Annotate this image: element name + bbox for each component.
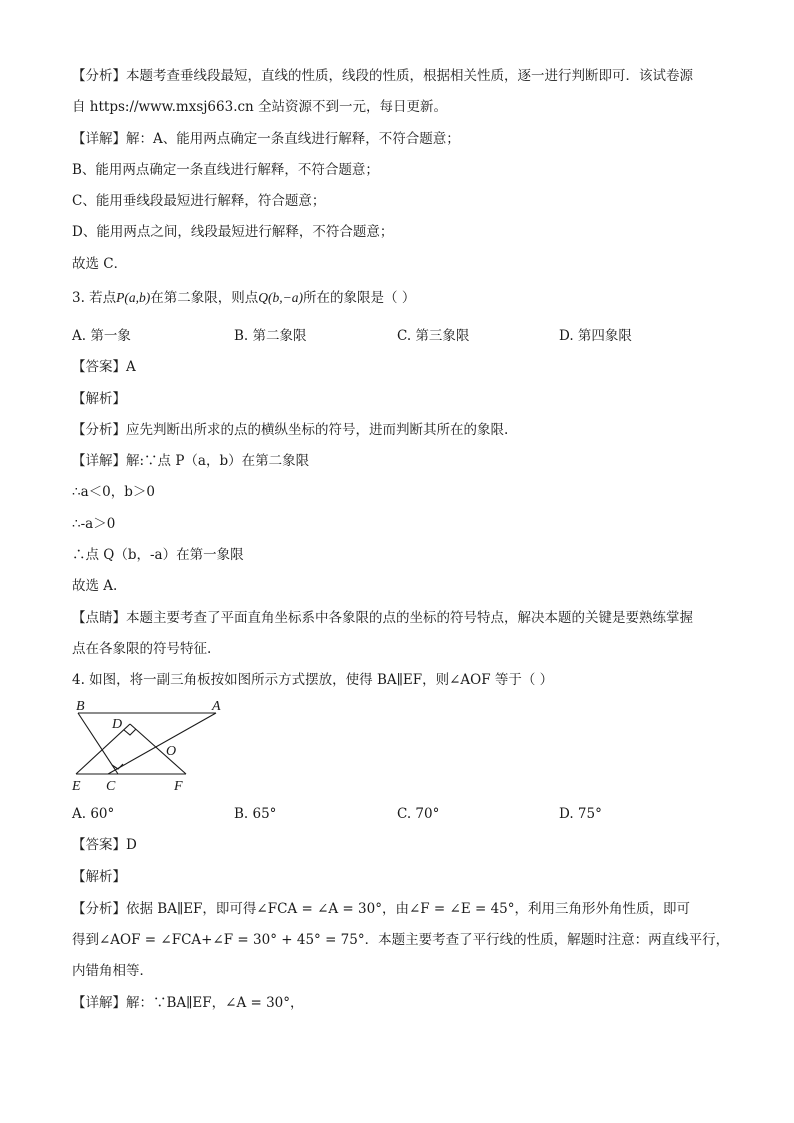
question-3-stem — [72, 288, 415, 308]
label-f: F — [174, 779, 183, 794]
right-angle-d — [124, 729, 136, 735]
label-a: A — [212, 699, 221, 714]
line-ac — [108, 713, 216, 774]
label-o: O — [166, 744, 177, 759]
q4-analysis-2: 得到∠AOF = ∠FCA+∠F = 30° + 45° = 75°．本题主要考查了平行线的性质，解题时注意：两直线平行， — [72, 932, 730, 948]
q4-detail-1: 【详解】解：∵BA∥EF，∠A = 30°， — [72, 995, 304, 1011]
q4-option-c: C. 70° — [397, 806, 440, 822]
detail-option-b: B、能用两点确定一条直线进行解释，不符合题意； — [72, 162, 379, 178]
q4-answer: 【答案】D — [72, 837, 137, 853]
detail-intro: 【详解】解：A、能用两点确定一条直线进行解释，不符合题意； — [72, 131, 460, 147]
q3-choose: 故选 A. — [72, 578, 118, 594]
triangle-set-figure — [68, 697, 238, 797]
q4-analysis-1: 【分析】依据 BA∥EF，即可得∠FCA = ∠A = 30°，由∠F = ∠E = 45°，利用三角形外角性质，即可 — [72, 901, 691, 917]
q3-jiexi: 【解析】 — [72, 391, 126, 407]
q4-analysis-3: 内错角相等． — [72, 963, 153, 979]
q3-option-d: D. 第四象限 — [559, 328, 632, 344]
q3-option-c: C. 第三象限 — [397, 328, 470, 344]
question-4-stem: 4. 如图，将一副三角板按如图所示方式摆放，使得 BA∥EF，则∠AOF 等于（ ） — [72, 672, 554, 688]
label-c: C — [106, 779, 116, 794]
choose-c: 故选 C． — [72, 256, 128, 272]
q3-comment-2: 点在各象限的符号特征. — [72, 641, 212, 657]
q3-stem-pre: 3. 若点 — [72, 290, 117, 306]
q3-detail-2: ∴a＜0，b＞0 — [72, 484, 155, 500]
q3-detail-4: ∴点 Q（b，-a）在第一象限 — [72, 547, 244, 563]
q4-option-a: A. 60° — [72, 806, 115, 822]
analysis-line-1: 【分析】本题考查垂线段最短，直线的性质，线段的性质，根据相关性质，逐一进行判断即可．该试卷源 — [72, 68, 693, 84]
detail-option-d: D、能用两点之间，线段最短进行解释，不符合题意； — [72, 224, 394, 240]
q3-point-p: P(a,b) — [116, 290, 151, 305]
q3-option-a: A. 第一象 — [72, 328, 131, 344]
q3-detail-1: 【详解】解:∵点 P（a，b）在第二象限 — [72, 453, 310, 469]
label-b: B — [76, 699, 85, 714]
q3-stem-mid: 在第二象限，则点 — [150, 290, 259, 306]
line-df — [130, 724, 186, 774]
q3-stem-post: 所在的象限是（ ） — [303, 290, 416, 306]
q3-comment-1: 【点睛】本题主要考查了平面直角坐标系中各象限的点的坐标的符号特点，解决本题的关键是要熟练掌握 — [72, 610, 693, 626]
label-e: E — [72, 779, 81, 794]
q3-detail-3: ∴-a＞0 — [72, 516, 116, 532]
q4-jiexi: 【解析】 — [72, 869, 126, 885]
detail-option-c: C、能用垂线段最短进行解释，符合题意； — [72, 193, 326, 209]
q3-analysis: 【分析】应先判断出所求的点的横纵坐标的符号，进而判断其所在的象限. — [72, 422, 509, 438]
label-d: D — [112, 717, 123, 732]
q3-point-q: Q(b,−a) — [258, 290, 304, 305]
q3-answer: 【答案】A — [72, 359, 136, 375]
q3-option-b: B. 第二象限 — [234, 328, 307, 344]
analysis-line-2: 自 https://www.mxsj663.cn 全站资源不到一元，每日更新。 — [72, 99, 448, 115]
q4-option-d: D. 75° — [559, 806, 602, 822]
q4-option-b: B. 65° — [234, 806, 277, 822]
